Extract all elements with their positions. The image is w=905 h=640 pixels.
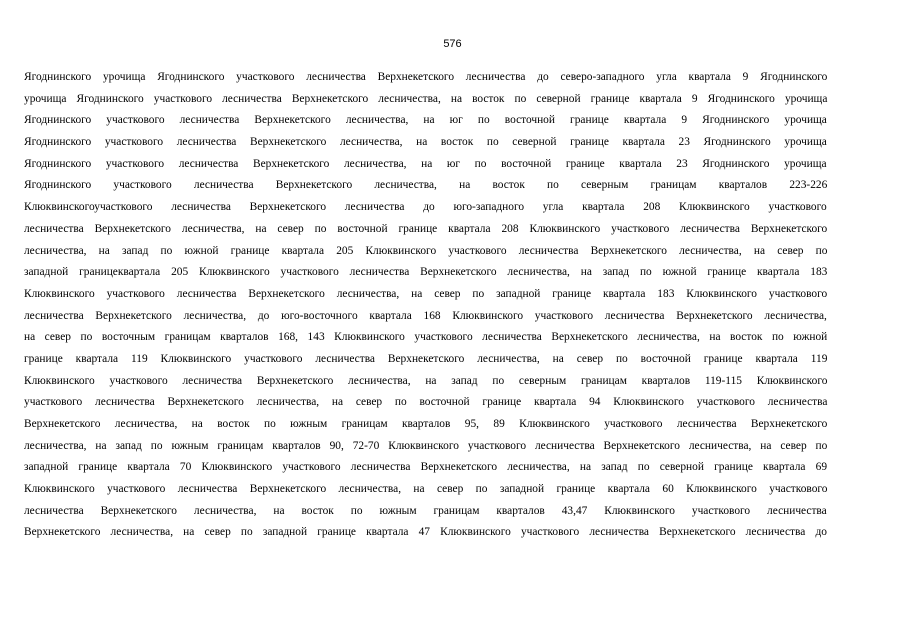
text-line: урочища Ягоднинского участкового лесничества Верхнекетского лесничества, на восток по северной границе квартала 9 Ягоднинского урочища bbox=[24, 92, 828, 105]
text-line: Ягоднинского участкового лесничества Верхнекетского лесничества, на восток по северной границе квартала 23 Ягоднинского урочища bbox=[24, 136, 827, 149]
text-line: на север по восточным границам кварталов 168, 143 Клюквинского участкового лесничества Верхнекетского лесничества, на восток по южной bbox=[24, 331, 828, 344]
text-line: Клюквинского участкового лесничества Верхнекетского лесничества, на север по западной границе квартала 60 Клюквинского участкового bbox=[24, 483, 828, 496]
text-line: Ягоднинского участкового лесничества Верхнекетского лесничества, на восток по северным границам кварталов 223-226 bbox=[24, 179, 828, 192]
text-line: Клюквинского участкового лесничества Верхнекетского лесничества, на запад по северным границам кварталов 119-115 Клюквинского bbox=[24, 374, 828, 387]
text-line: лесничества, на запад по южной границе квартала 205 Клюквинского участкового лесничества Верхнекетского лесничества, на север по bbox=[24, 244, 828, 257]
text-line: границе квартала 119 Клюквинского участкового лесничества Верхнекетского лесничества, на север по восточной границе квартала 119 bbox=[24, 352, 828, 365]
text-line: Ягоднинского участкового лесничества Верхнекетского лесничества, на юг по восточной границе квартала 23 Ягоднинского урочища bbox=[24, 157, 827, 170]
text-line: Клюквинского участкового лесничества Верхнекетского лесничества, на север по западной границе квартала 183 Клюквинского участкового bbox=[24, 287, 828, 300]
text-line: лесничества Верхнекетского лесничества, на север по восточной границе квартала 208 Клюквинского участкового лесничества Верхнекетского bbox=[24, 222, 828, 235]
page-number: 576 bbox=[443, 38, 462, 50]
text-line: участкового лесничества Верхнекетского лесничества, на север по восточной границе квартала 94 Клюквинского участкового лесничества bbox=[24, 396, 828, 409]
text-line: Верхнекетского лесничества, на восток по южным границам кварталов 95, 89 Клюквинского участкового лесничества Верхнекетского bbox=[24, 418, 828, 430]
text-line: лесничества Верхнекетского лесничества, до юго-восточного квартала 168 Клюквинского участкового лесничества Верхнекетского лесничества, bbox=[24, 309, 827, 322]
text-line: Ягоднинского урочища Ягоднинского участкового лесничества Верхнекетского лесничества до северо-западного угла квартала 9 Ягоднинского bbox=[24, 71, 828, 83]
text-line: Ягоднинского участкового лесничества Верхнекетского лесничества, на юг по восточной границе квартала 9 Ягоднинского урочища bbox=[24, 114, 827, 127]
document-body bbox=[24, 67, 827, 544]
text-line: западной границе квартала 70 Клюквинского участкового лесничества Верхнекетского лесничества, на запад по северной границе квартала 69 bbox=[24, 461, 828, 474]
text-line: Верхнекетского лесничества, на север по западной границе квартала 47 Клюквинского участкового лесничества Верхнекетского лесничества до bbox=[24, 526, 827, 539]
text-line: Клюквинскогоучасткового лесничества Верхнекетского лесничества до юго-западного угла квартала 208 Клюквинского участкового bbox=[24, 201, 827, 214]
text-line: лесничества Верхнекетского лесничества, на восток по южным границам кварталов 43,47 Клюквинского участкового лесничества bbox=[24, 504, 827, 517]
text-line: западной границеквартала 205 Клюквинского участкового лесничества Верхнекетского лесничества, на запад по южной границе квартала 183 bbox=[24, 266, 828, 279]
text-line: лесничества, на запад по южным границам кварталов 90, 72-70 Клюквинского участкового лесничества Верхнекетского лесничества, на север по bbox=[24, 439, 828, 452]
